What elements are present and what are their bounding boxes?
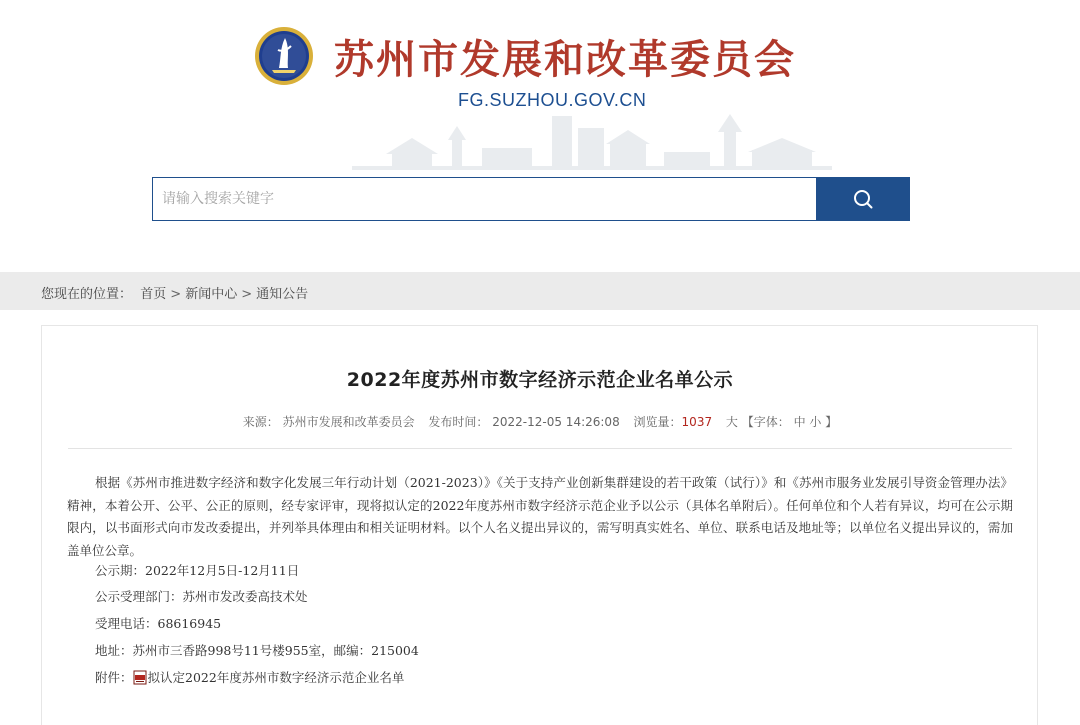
- meta-divider: [68, 448, 1012, 449]
- search-icon: [852, 188, 874, 210]
- pdf-file-icon: [133, 670, 147, 685]
- receiving-department: 公示受理部门：苏州市发改委高技术处: [95, 589, 308, 604]
- breadcrumb-bar: [0, 272, 1080, 310]
- search-input[interactable]: [153, 178, 816, 220]
- breadcrumb: [41, 283, 308, 302]
- view-count-value: 1037: [681, 415, 713, 429]
- view-count-label: 浏览量：: [633, 415, 682, 429]
- breadcrumb-separator: >: [170, 287, 182, 302]
- article-title: 2022年度苏州市数字经济示范企业名单公示: [346, 369, 734, 391]
- breadcrumb-item-home[interactable]: 首页: [140, 287, 167, 302]
- font-size-small-button[interactable]: 小: [809, 415, 822, 429]
- source-value: 苏州市发展和改革委员会: [282, 415, 415, 429]
- site-domain: FG.SUZHOU.GOV.CN: [458, 90, 647, 110]
- contact-address: 地址：苏州市三香路998号11号楼955室，邮编：215004: [95, 643, 419, 658]
- publish-time-value: 2022-12-05 14:26:08: [492, 415, 620, 429]
- attachment-link[interactable]: 拟认定2022年度苏州市数字经济示范企业名单: [147, 670, 405, 685]
- breadcrumb-item-notices[interactable]: 通知公告: [256, 287, 309, 302]
- breadcrumb-separator: >: [241, 287, 253, 302]
- font-size-prefix[interactable]: 大 【字体：: [725, 415, 790, 429]
- attachment-label: 附件：: [95, 670, 133, 685]
- article-meta: [0, 413, 1080, 430]
- search-box: [152, 177, 816, 221]
- site-title[interactable]: 苏州市发展和改革委员会: [334, 37, 796, 83]
- font-size-suffix: 】: [825, 415, 838, 429]
- attachment-row: [95, 668, 404, 686]
- font-size-medium-button[interactable]: 中: [793, 415, 806, 429]
- breadcrumb-item-news[interactable]: 新闻中心: [185, 287, 238, 302]
- site-header: [0, 0, 1080, 272]
- government-emblem-icon[interactable]: [254, 26, 314, 86]
- article-body: 根据《苏州市推进数字经济和数字化发展三年行动计划（2021-2023）》《关于支持产业创新集群建设的若干政策（试行）》和《苏州市服务业发展引导资金管理办法》精神，本着公开、公平、公正的原则，经专家评审，现将拟认定的2022年度苏州市数字经济示范企业予以公示（具体名单附后）。任何单位和个人若有异议，均可在公示期限内，以书面形式向市发改委提出，并列举具体理由和相关证明材料。以个人名义提出异议的，需写明真实姓名、单位、联系电话及地址等；以单位名义提出异议的，需加盖单位公章。: [67, 475, 1013, 558]
- source-label: 来源：: [242, 415, 279, 429]
- city-skyline-decoration: [352, 108, 832, 180]
- breadcrumb-prefix: 您现在的位置：: [41, 287, 133, 302]
- publicity-period: 公示期：2022年12月5日-12月11日: [95, 563, 300, 578]
- contact-phone: 受理电话：68616945: [95, 616, 222, 631]
- search-button[interactable]: [816, 177, 910, 221]
- publish-time-label: 发布时间：: [428, 415, 489, 429]
